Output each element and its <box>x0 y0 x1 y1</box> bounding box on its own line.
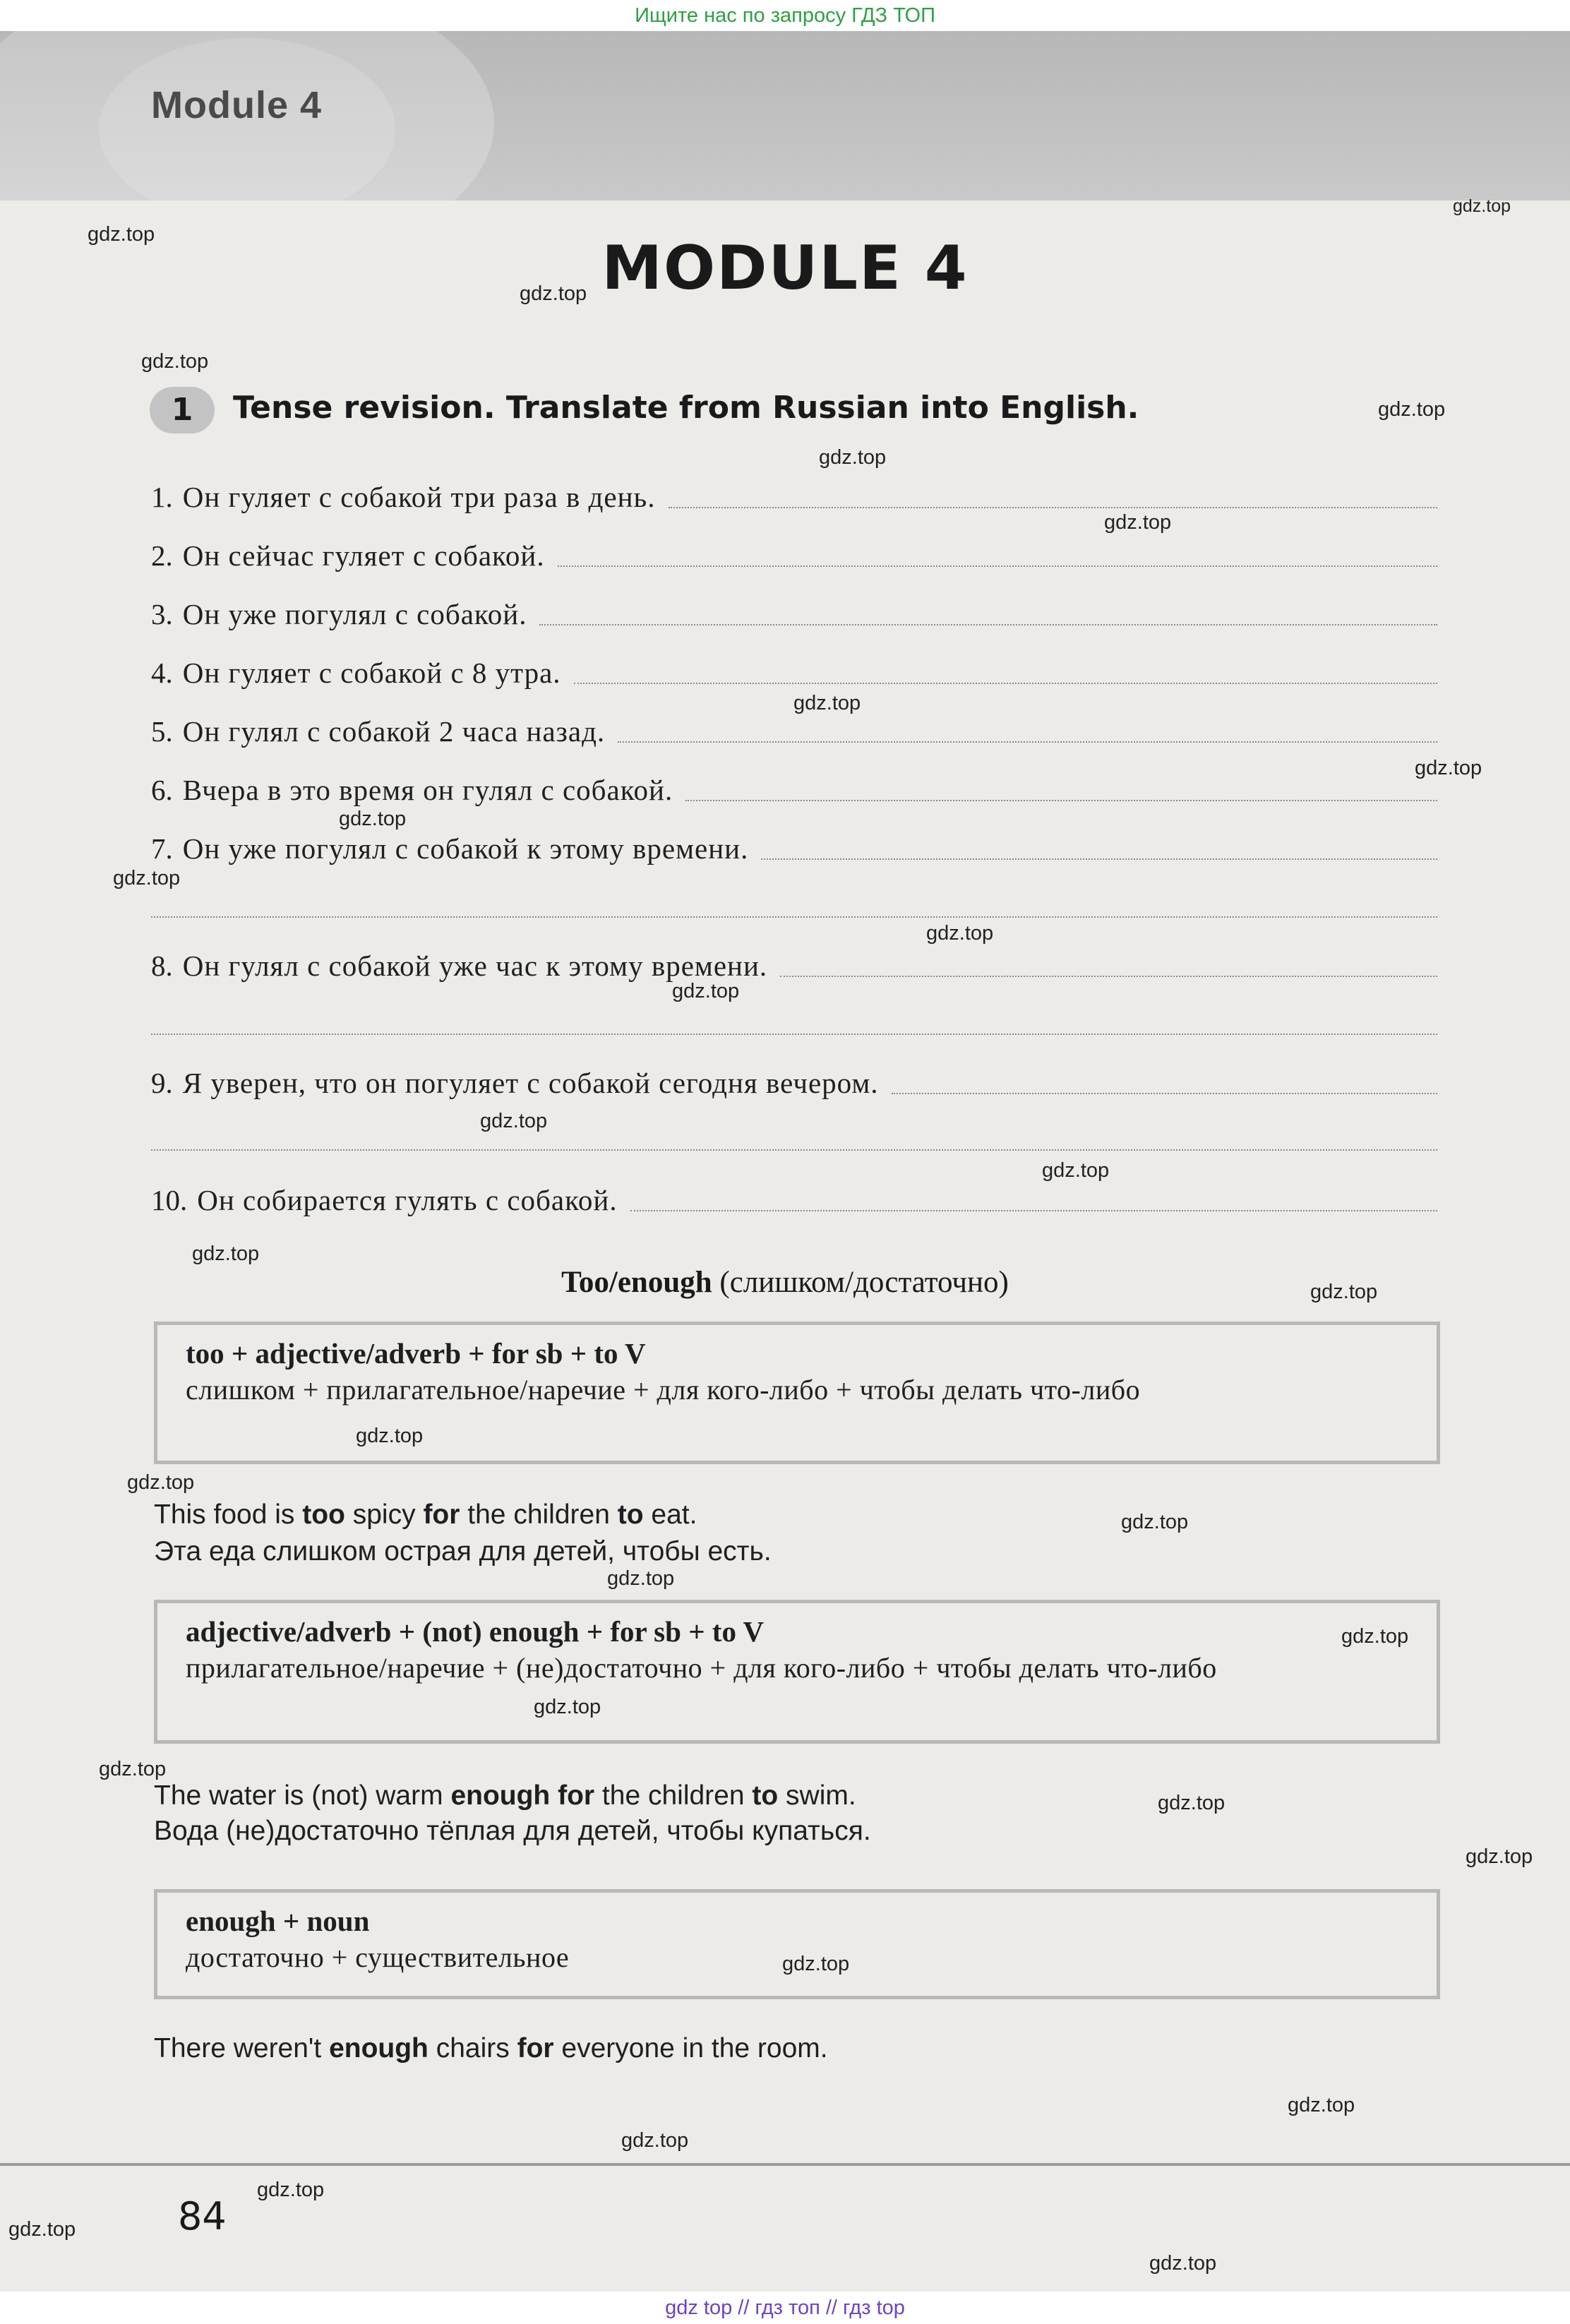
watermark: gdz.top <box>1104 511 1172 534</box>
watermark: gdz.top <box>1121 1511 1189 1533</box>
item-number: 7. <box>151 832 173 865</box>
rule-box-enough-noun <box>154 1889 1440 1999</box>
watermark: gdz.top <box>356 1425 424 1447</box>
watermark: gdz.top <box>782 1953 850 1975</box>
answer-line[interactable] <box>892 1093 1437 1094</box>
watermark: gdz.top <box>1149 2252 1217 2275</box>
item-text: Он гуляет с собакой с 8 утра. <box>182 657 561 689</box>
answer-line[interactable] <box>618 741 1437 743</box>
footer-banner[interactable]: gdz top // гдз топ // гдз top <box>0 2292 1570 2324</box>
item-number: 8. <box>151 950 173 982</box>
exercise-item <box>151 1060 1437 1100</box>
answer-line[interactable] <box>630 1210 1437 1211</box>
watermark: gdz.top <box>99 1758 167 1780</box>
watermark: gdz.top <box>607 1567 675 1590</box>
exercise-instruction: Tense revision. Translate from Russian into English. <box>233 390 1139 426</box>
rule-example-en: The water is (not) warm enough for the children to swim. <box>154 1780 856 1811</box>
watermark: gdz.top <box>8 2218 76 2241</box>
rule-box-enough <box>154 1600 1440 1744</box>
exercise-item <box>151 826 1437 865</box>
footer-divider <box>0 2163 1570 2166</box>
watermark: gdz.top <box>339 808 407 830</box>
rule-box-too <box>154 1322 1440 1464</box>
watermark: gdz.top <box>257 2179 325 2201</box>
item-text: Он собирается гулять с собакой. <box>197 1184 618 1216</box>
watermark: gdz.top <box>1466 1845 1533 1868</box>
rule-translation: слишком + прилагательное/наречие + для кого-либо + чтобы делать что-либо <box>186 1374 1141 1406</box>
rule-example-en: There weren't enough chairs for everyone in the room. <box>154 2033 828 2064</box>
answer-line[interactable] <box>669 507 1438 508</box>
item-text: Он уже погулял с собакой. <box>182 598 527 630</box>
answer-line[interactable] <box>558 565 1437 567</box>
grammar-title-bold: Too/enough <box>561 1266 712 1299</box>
page-number: 84 <box>178 2194 227 2239</box>
rule-example-en: This food is too spicy for the children to eat. <box>154 1499 697 1530</box>
item-text: Вчера в это время он гулял с собакой. <box>182 774 673 806</box>
watermark: gdz.top <box>127 1471 195 1494</box>
page-title: MODULE 4 <box>601 233 969 304</box>
watermark: gdz.top <box>1453 196 1511 216</box>
watermark: gdz.top <box>926 922 994 945</box>
answer-line[interactable] <box>761 858 1437 860</box>
watermark: gdz.top <box>1378 398 1446 421</box>
watermark: gdz.top <box>113 867 181 890</box>
exercise-item <box>151 1178 1437 1217</box>
item-number: 1. <box>151 481 173 513</box>
watermark: gdz.top <box>1042 1159 1110 1182</box>
watermark: gdz.top <box>1288 2094 1355 2116</box>
rule-example-ru: Вода (не)достаточно тёплая для детей, чтобы купаться. <box>154 1816 871 1846</box>
watermark: gdz.top <box>672 980 740 1002</box>
exercise-item <box>151 592 1437 631</box>
watermark: gdz.top <box>1158 1792 1226 1814</box>
watermark: gdz.top <box>534 1696 601 1718</box>
rule-translation: прилагательное/наречие + (не)достаточно + для кого-либо + чтобы делать что-либо <box>186 1652 1217 1684</box>
item-number: 10. <box>151 1184 188 1216</box>
item-text: Он сейчас гуляет с собакой. <box>182 539 545 572</box>
answer-line-continued[interactable] <box>151 1149 1437 1151</box>
item-text: Он гуляет с собакой три раза в день. <box>182 481 656 513</box>
rule-formula: enough + noun <box>186 1905 370 1937</box>
watermark: gdz.top <box>793 692 861 714</box>
item-number: 3. <box>151 598 173 630</box>
watermark: gdz.top <box>819 446 887 469</box>
rule-example-ru: Эта еда слишком острая для детей, чтобы есть. <box>154 1536 772 1567</box>
item-number: 4. <box>151 657 173 689</box>
item-number: 5. <box>151 715 173 748</box>
watermark: gdz.top <box>1310 1281 1378 1303</box>
exercise-item <box>151 533 1437 573</box>
rule-formula: adjective/adverb + (not) enough + for sb + to V <box>186 1615 765 1648</box>
watermark: gdz.top <box>520 282 587 305</box>
watermark: gdz.top <box>480 1110 548 1132</box>
answer-line[interactable] <box>780 976 1437 977</box>
exercise-item <box>151 474 1437 514</box>
exercise-item <box>151 943 1437 983</box>
watermark: gdz.top <box>1415 757 1482 779</box>
answer-line[interactable] <box>574 683 1437 684</box>
rule-translation: достаточно + существительное <box>186 1941 570 1973</box>
watermark: gdz.top <box>1341 1625 1409 1648</box>
watermark: gdz.top <box>621 2129 689 2152</box>
item-number: 6. <box>151 774 173 806</box>
answer-line[interactable] <box>685 800 1437 801</box>
answer-line-continued[interactable] <box>151 916 1437 918</box>
exercise-number-badge: 1 <box>150 387 215 433</box>
item-text: Он гулял с собакой уже час к этому времени. <box>182 950 768 982</box>
item-number: 2. <box>151 539 173 572</box>
answer-line-continued[interactable] <box>151 1034 1437 1035</box>
exercise-item <box>151 767 1437 807</box>
watermark: gdz.top <box>192 1242 260 1265</box>
item-text: Он уже погулял с собакой к этому времени. <box>182 832 749 865</box>
item-text: Он гулял с собакой 2 часа назад. <box>182 715 606 748</box>
rule-formula: too + adjective/adverb + for sb + to V <box>186 1337 646 1370</box>
module-label: Module 4 <box>151 84 323 126</box>
item-number: 9. <box>151 1067 173 1099</box>
watermark: gdz.top <box>88 223 155 246</box>
top-banner[interactable]: Ищите нас по запросу ГДЗ ТОП <box>0 0 1570 31</box>
answer-line[interactable] <box>539 624 1437 625</box>
grammar-title-translation: (слишком/достаточно) <box>719 1266 1009 1299</box>
exercise-item <box>151 650 1437 690</box>
watermark: gdz.top <box>141 350 209 373</box>
item-text: Я уверен, что он погуляет с собакой сегодня вечером. <box>182 1067 879 1099</box>
